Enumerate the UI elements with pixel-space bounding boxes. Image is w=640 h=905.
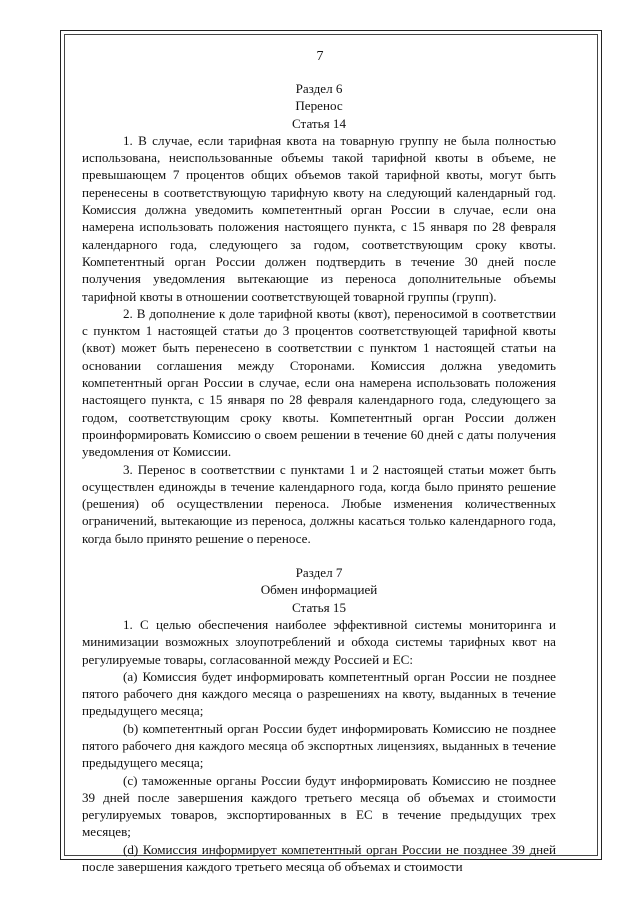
section-gap: [82, 547, 556, 564]
page-number: 7: [316, 49, 324, 64]
list-item: (а) Комиссия будет информировать компетентный орган России не позднее пятого рабочего дня каждого месяца о разрешениях на квоту, выданных в течение предыдущего месяца;: [82, 668, 556, 719]
paragraph: 1. В случае, если тарифная квота на товарную группу не была полностью использована, неиспользованные объемы такой тарифной квоты в объеме, не превышающем 7 процентов общих объемов такой тарифной квоты, могут быть перенесены в соответствующую тарифную квоту на следующий календарный год. Комиссия должна уведомить компетентный орган России в случае, если она намерена использовать положения настоящего пункта, с 15 января по 28 февраля календарного года, следующего за годом, соответствующим сроку квоты. Компетентный орган России должен подтвердить в течение 30 дней после получения уведомления вытекающие из переноса дополнительные объемы тарифной квоты в отношении соответствующей товарной группы (групп).: [82, 132, 556, 304]
list-item: (c) таможенные органы России будут информировать Комиссию не позднее 39 дней после завершения каждого третьего месяца об объемах и стоимости регулируемых товаров, экспортированных в ЕС в течение предыдущих трех месяцев;: [82, 772, 556, 840]
list-item: (d) Комиссия информирует компетентный орган России не позднее 39 дней после завершения каждого третьего месяца об объемах и стоимости: [82, 841, 556, 875]
paragraph: 3. Перенос в соответствии с пунктами 1 и 2 настоящей статьи может быть осуществлен единожды в течение календарного года, когда было принято решение (решения) об осуществлении переноса. Любые изменения количественных ограничений, вытекающие из переноса, должны касаться только календарного года, когда было принято решение о переносе.: [82, 461, 556, 546]
section-7: [82, 564, 556, 875]
paragraph: 1. С целью обеспечения наиболее эффективной системы мониторинга и минимизации возможных злоупотреблений и обхода системы тарифных квот на регулируемые товары, согласованной между Россией и ЕС:: [82, 616, 556, 667]
section-6: [82, 80, 556, 547]
document-body: [82, 80, 556, 875]
article-heading: Статья 15: [292, 599, 346, 615]
section-heading: Раздел 7: [295, 565, 343, 581]
section-subheading: Перенос: [295, 98, 343, 114]
section-subheading: Обмен информацией: [260, 582, 378, 598]
article-heading: Статья 14: [292, 115, 346, 131]
paragraph: 2. В дополнение к доле тарифной квоты (квот), переносимой в соответствии с пунктом 1 настоящей статьи до 3 процентов соответствующей тарифной квоты (квот) может быть перенесено в соответствии с пунктом 1 настоящей статьи на основании соглашения между Сторонами. Комиссия должна уведомить компетентный орган России в случае, если она намерена использовать положения настоящего пункта, с 15 января по 28 февраля календарного года, следующего за годом, соответствующим сроку квоты. Компетентный орган России должен проинформировать Комиссию о своем решении в течение 60 дней с даты получения уведомления от Комиссии.: [82, 305, 556, 460]
section-heading: Раздел 6: [295, 81, 343, 96]
list-item: (b) компетентный орган России будет информировать Комиссию не позднее пятого рабочего дня каждого месяца об экспортных лицензиях, выданных в течение предыдущего месяца;: [82, 720, 556, 771]
